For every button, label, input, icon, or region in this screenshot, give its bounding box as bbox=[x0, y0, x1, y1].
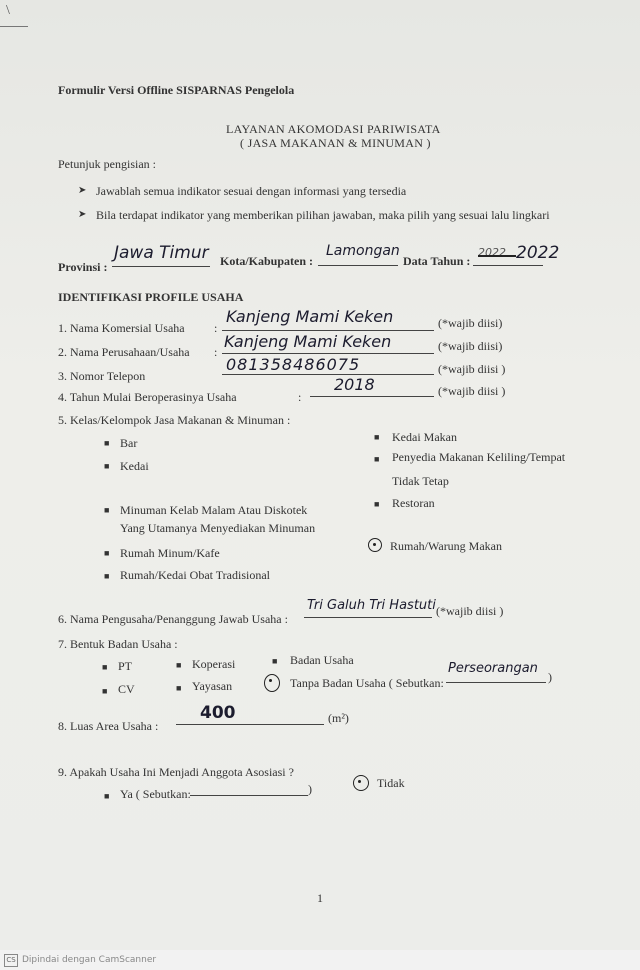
tahun-underline bbox=[473, 265, 543, 266]
bullet-icon: ■ bbox=[374, 454, 380, 464]
option-label: Kedai bbox=[120, 459, 149, 473]
required-note: (*wajib diisi ) bbox=[438, 384, 506, 398]
bullet-icon: ■ bbox=[176, 683, 182, 693]
provinsi-value: Jawa Timur bbox=[114, 243, 209, 263]
q5-label: 5. Kelas/Kelompok Jasa Makanan & Minuman : bbox=[58, 413, 291, 427]
bullet-icon: ■ bbox=[374, 432, 380, 442]
field-underline bbox=[310, 396, 434, 397]
q7-label: 7. Bentuk Badan Usaha : bbox=[58, 637, 178, 651]
selected-circle-icon bbox=[368, 538, 382, 552]
option-label: Yayasan bbox=[192, 679, 233, 693]
option-label-selected: Tidak bbox=[377, 776, 405, 790]
bullet-icon: ■ bbox=[176, 660, 182, 670]
field-underline bbox=[222, 374, 434, 375]
kota-value: Lamongan bbox=[326, 243, 400, 259]
required-note: (*wajib diisi) bbox=[438, 339, 503, 353]
colon: : bbox=[214, 345, 218, 359]
required-note: (*wajib diisi ) bbox=[436, 604, 504, 618]
arrow-icon: ➤ bbox=[78, 185, 87, 196]
instruction-item: Jawablah semua indikator sesuai dengan informasi yang tersedia bbox=[96, 184, 407, 198]
option-label: Badan Usaha bbox=[290, 653, 354, 667]
option-label: Restoran bbox=[392, 496, 435, 510]
close-paren: ) bbox=[548, 670, 552, 684]
form-title: Formulir Versi Offline SISPARNAS Pengelola bbox=[58, 83, 295, 97]
bullet-icon: ■ bbox=[104, 505, 110, 515]
bullet-icon: ■ bbox=[104, 461, 110, 471]
q8-value: 400 bbox=[200, 703, 236, 723]
bullet-icon: ■ bbox=[272, 656, 278, 666]
option-label: Bar bbox=[120, 436, 138, 450]
kota-label: Kota/Kabupaten : bbox=[220, 254, 314, 268]
selected-circle-icon bbox=[264, 674, 280, 692]
colon: : bbox=[214, 321, 218, 335]
option-label: Ya ( Sebutkan: bbox=[120, 787, 191, 801]
corner-line bbox=[0, 26, 28, 27]
bullet-icon: ■ bbox=[102, 662, 108, 672]
option-label: Rumah Minum/Kafe bbox=[120, 546, 220, 560]
option-label-selected: Tanpa Badan Usaha ( Sebutkan: bbox=[290, 676, 444, 690]
q8-label: 8. Luas Area Usaha : bbox=[58, 719, 159, 733]
bullet-icon: ■ bbox=[104, 548, 110, 558]
field-value: 081358486075 bbox=[226, 355, 361, 374]
bullet-icon: ■ bbox=[104, 571, 110, 581]
page-number: 1 bbox=[317, 891, 323, 905]
section-title: IDENTIFIKASI PROFILE USAHA bbox=[58, 290, 244, 304]
option-label: Penyedia Makanan Keliling/Tempat bbox=[392, 450, 566, 464]
option-label-cont: Tidak Tetap bbox=[392, 474, 449, 488]
field-underline bbox=[222, 353, 434, 354]
option-label: Kedai Makan bbox=[392, 430, 457, 444]
scanner-footer bbox=[0, 950, 640, 970]
option-label-selected: Rumah/Warung Makan bbox=[390, 539, 503, 553]
footer-text: Dipindai dengan CamScanner bbox=[22, 955, 157, 965]
option-label: Rumah/Kedai Obat Tradisional bbox=[120, 568, 270, 582]
q6-value: Tri Galuh Tri Hastuti bbox=[307, 598, 436, 613]
close-paren: ) bbox=[308, 782, 312, 796]
required-note: (*wajib diisi ) bbox=[438, 362, 506, 376]
arrow-icon: ➤ bbox=[78, 209, 87, 220]
q8-underline bbox=[176, 724, 324, 725]
option-label-cont: Yang Utamanya Menyediakan Minuman bbox=[120, 521, 316, 535]
tahun-value: 2022 bbox=[516, 243, 560, 263]
q6-underline bbox=[304, 617, 432, 618]
bullet-icon: ■ bbox=[104, 438, 110, 448]
q9-underline bbox=[190, 795, 308, 796]
strikethrough bbox=[478, 255, 516, 257]
q8-unit: (m²) bbox=[328, 711, 349, 725]
heading-2: ( JASA MAKANAN & MINUMAN ) bbox=[240, 136, 431, 150]
selected-circle-icon bbox=[353, 775, 369, 791]
provinsi-underline bbox=[112, 266, 210, 267]
field-label: 1. Nama Komersial Usaha bbox=[58, 321, 185, 335]
heading-1: LAYANAN AKOMODASI PARIWISATA bbox=[226, 122, 441, 136]
q6-label: 6. Nama Pengusaha/Penanggung Jawab Usaha : bbox=[58, 612, 288, 626]
tahun-struck-value: 2022 bbox=[478, 246, 506, 259]
field-label: 3. Nomor Telepon bbox=[58, 369, 146, 383]
option-label: CV bbox=[118, 682, 135, 696]
field-underline bbox=[222, 330, 434, 331]
instruction-item: Bila terdapat indikator yang memberikan pilihan jawaban, maka pilih yang sesuai lalu lingkari bbox=[96, 208, 550, 222]
bullet-icon: ■ bbox=[374, 499, 380, 509]
field-value: Kanjeng Mami Keken bbox=[226, 307, 394, 326]
required-note: (*wajib diisi) bbox=[438, 316, 503, 330]
option-label: PT bbox=[118, 659, 133, 673]
field-label: 4. Tahun Mulai Beroperasinya Usaha bbox=[58, 390, 237, 404]
option-label: Koperasi bbox=[192, 657, 236, 671]
field-value: Kanjeng Mami Keken bbox=[224, 332, 392, 351]
corner-mark: \ bbox=[6, 3, 10, 18]
q9-label: 9. Apakah Usaha Ini Menjadi Anggota Asosiasi ? bbox=[58, 765, 294, 779]
field-label: 2. Nama Perusahaan/Usaha bbox=[58, 345, 190, 359]
camscanner-icon: CS bbox=[4, 954, 18, 967]
option-label: Minuman Kelab Malam Atau Diskotek bbox=[120, 503, 308, 517]
q7-value: Perseorangan bbox=[448, 661, 538, 676]
tahun-label: Data Tahun : bbox=[403, 254, 471, 268]
colon: : bbox=[298, 390, 302, 404]
provinsi-label: Provinsi : bbox=[58, 260, 108, 274]
bullet-icon: ■ bbox=[102, 686, 108, 696]
q7-underline bbox=[446, 682, 546, 683]
instructions-label: Petunjuk pengisian : bbox=[58, 157, 156, 171]
kota-underline bbox=[318, 265, 398, 266]
field-value: 2018 bbox=[334, 375, 375, 394]
bullet-icon: ■ bbox=[104, 791, 110, 801]
